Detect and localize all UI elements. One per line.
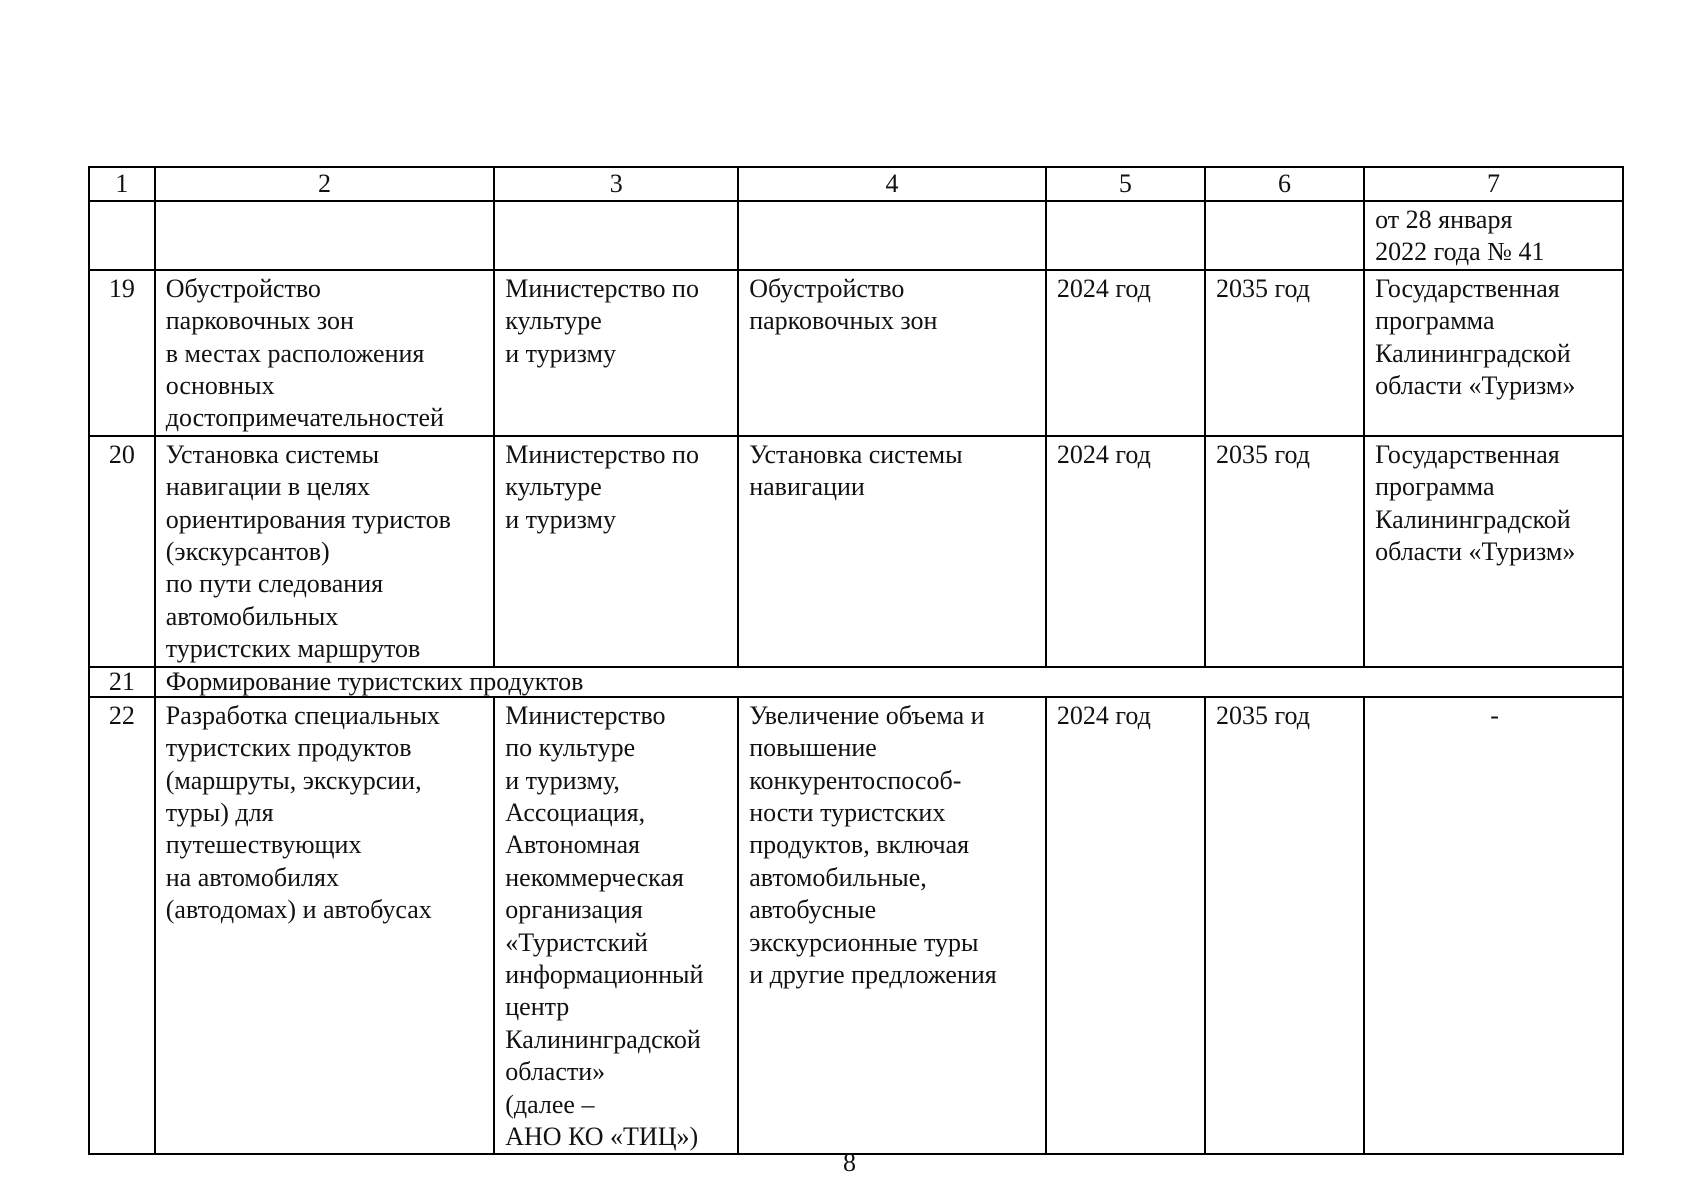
table-row <box>89 270 1623 436</box>
result-cell: Увеличение объема и повышение конкурентоспособ- ности туристских продуктов, включая автомобильные, автобусные экскурсионные туры и другие предложения <box>738 697 1046 1155</box>
result-cell: Установка системы навигации <box>738 436 1046 667</box>
column-number: 4 <box>738 167 1046 201</box>
column-number-row <box>89 167 1623 201</box>
row-number: 21 <box>89 667 155 697</box>
start-year-cell: 2024 год <box>1046 697 1205 1155</box>
column-number: 6 <box>1205 167 1364 201</box>
source-cell: от 28 января 2022 года № 41 <box>1364 201 1623 270</box>
column-number: 5 <box>1046 167 1205 201</box>
section-row <box>89 667 1623 697</box>
row-number: 19 <box>89 270 155 436</box>
empty-cell <box>1046 201 1205 270</box>
executor-cell: Министерство по культуре и туризму <box>494 270 738 436</box>
executor-cell: Министерство по культуре и туризму, Ассоциация, Автономная некоммерческая организация «Туристский информационный центр Калининградской области» (далее – АНО КО «ТИЦ») <box>494 697 738 1155</box>
result-cell: Обустройство парковочных зон <box>738 270 1046 436</box>
end-year-cell: 2035 год <box>1205 697 1364 1155</box>
section-title: Формирование туристских продуктов <box>155 667 1623 697</box>
start-year-cell: 2024 год <box>1046 270 1205 436</box>
continuation-row <box>89 201 1623 270</box>
measure-name-cell: Разработка специальных туристских продуктов (маршруты, экскурсии, туры) для путешествующих на автомобилях (автодомах) и автобусах <box>155 697 494 1155</box>
measures-table <box>88 166 1624 1155</box>
source-cell: Государственная программа Калининградской области «Туризм» <box>1364 270 1623 436</box>
executor-cell: Министерство по культуре и туризму <box>494 436 738 667</box>
measure-name-cell: Обустройство парковочных зон в местах расположения основных достопримечательностей <box>155 270 494 436</box>
empty-cell <box>155 201 494 270</box>
empty-cell <box>89 201 155 270</box>
end-year-cell: 2035 год <box>1205 436 1364 667</box>
row-number: 22 <box>89 697 155 1155</box>
source-cell: - <box>1364 697 1623 1155</box>
measure-name-cell: Установка системы навигации в целях ориентирования туристов (экскурсантов) по пути следования автомобильных туристских маршрутов <box>155 436 494 667</box>
empty-cell <box>494 201 738 270</box>
source-cell: Государственная программа Калининградской области «Туризм» <box>1364 436 1623 667</box>
column-number: 3 <box>494 167 738 201</box>
table-row <box>89 436 1623 667</box>
column-number: 2 <box>155 167 494 201</box>
end-year-cell: 2035 год <box>1205 270 1364 436</box>
page-number: 8 <box>843 1148 856 1177</box>
column-number: 1 <box>89 167 155 201</box>
empty-cell <box>738 201 1046 270</box>
table-row <box>89 697 1623 1155</box>
start-year-cell: 2024 год <box>1046 436 1205 667</box>
column-number: 7 <box>1364 167 1623 201</box>
empty-cell <box>1205 201 1364 270</box>
row-number: 20 <box>89 436 155 667</box>
